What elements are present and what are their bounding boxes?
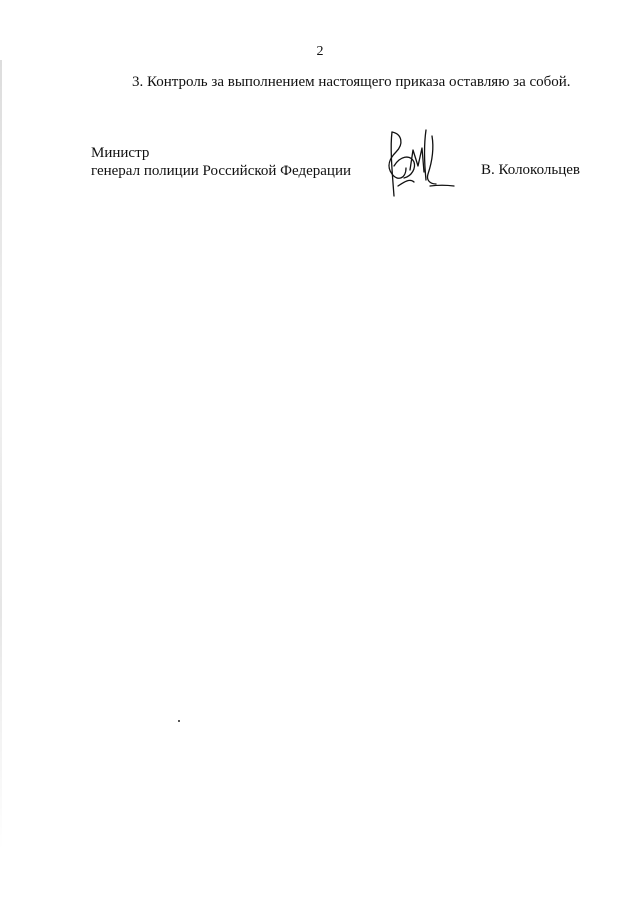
signer-name: В. Колокольцев [481,162,580,178]
page-number: 2 [316,44,324,59]
paragraph-control-clause: 3. Контроль за выполнением настоящего приказа оставляю за собой. [132,74,571,90]
signatory-position: Министр [91,145,150,161]
scan-edge-shadow [0,60,2,850]
signatory-rank: генерал полиции Российской Федерации [91,163,352,179]
handwritten-signature-icon [380,126,458,204]
scan-speck [178,720,180,722]
signatory-title-block [91,144,351,180]
